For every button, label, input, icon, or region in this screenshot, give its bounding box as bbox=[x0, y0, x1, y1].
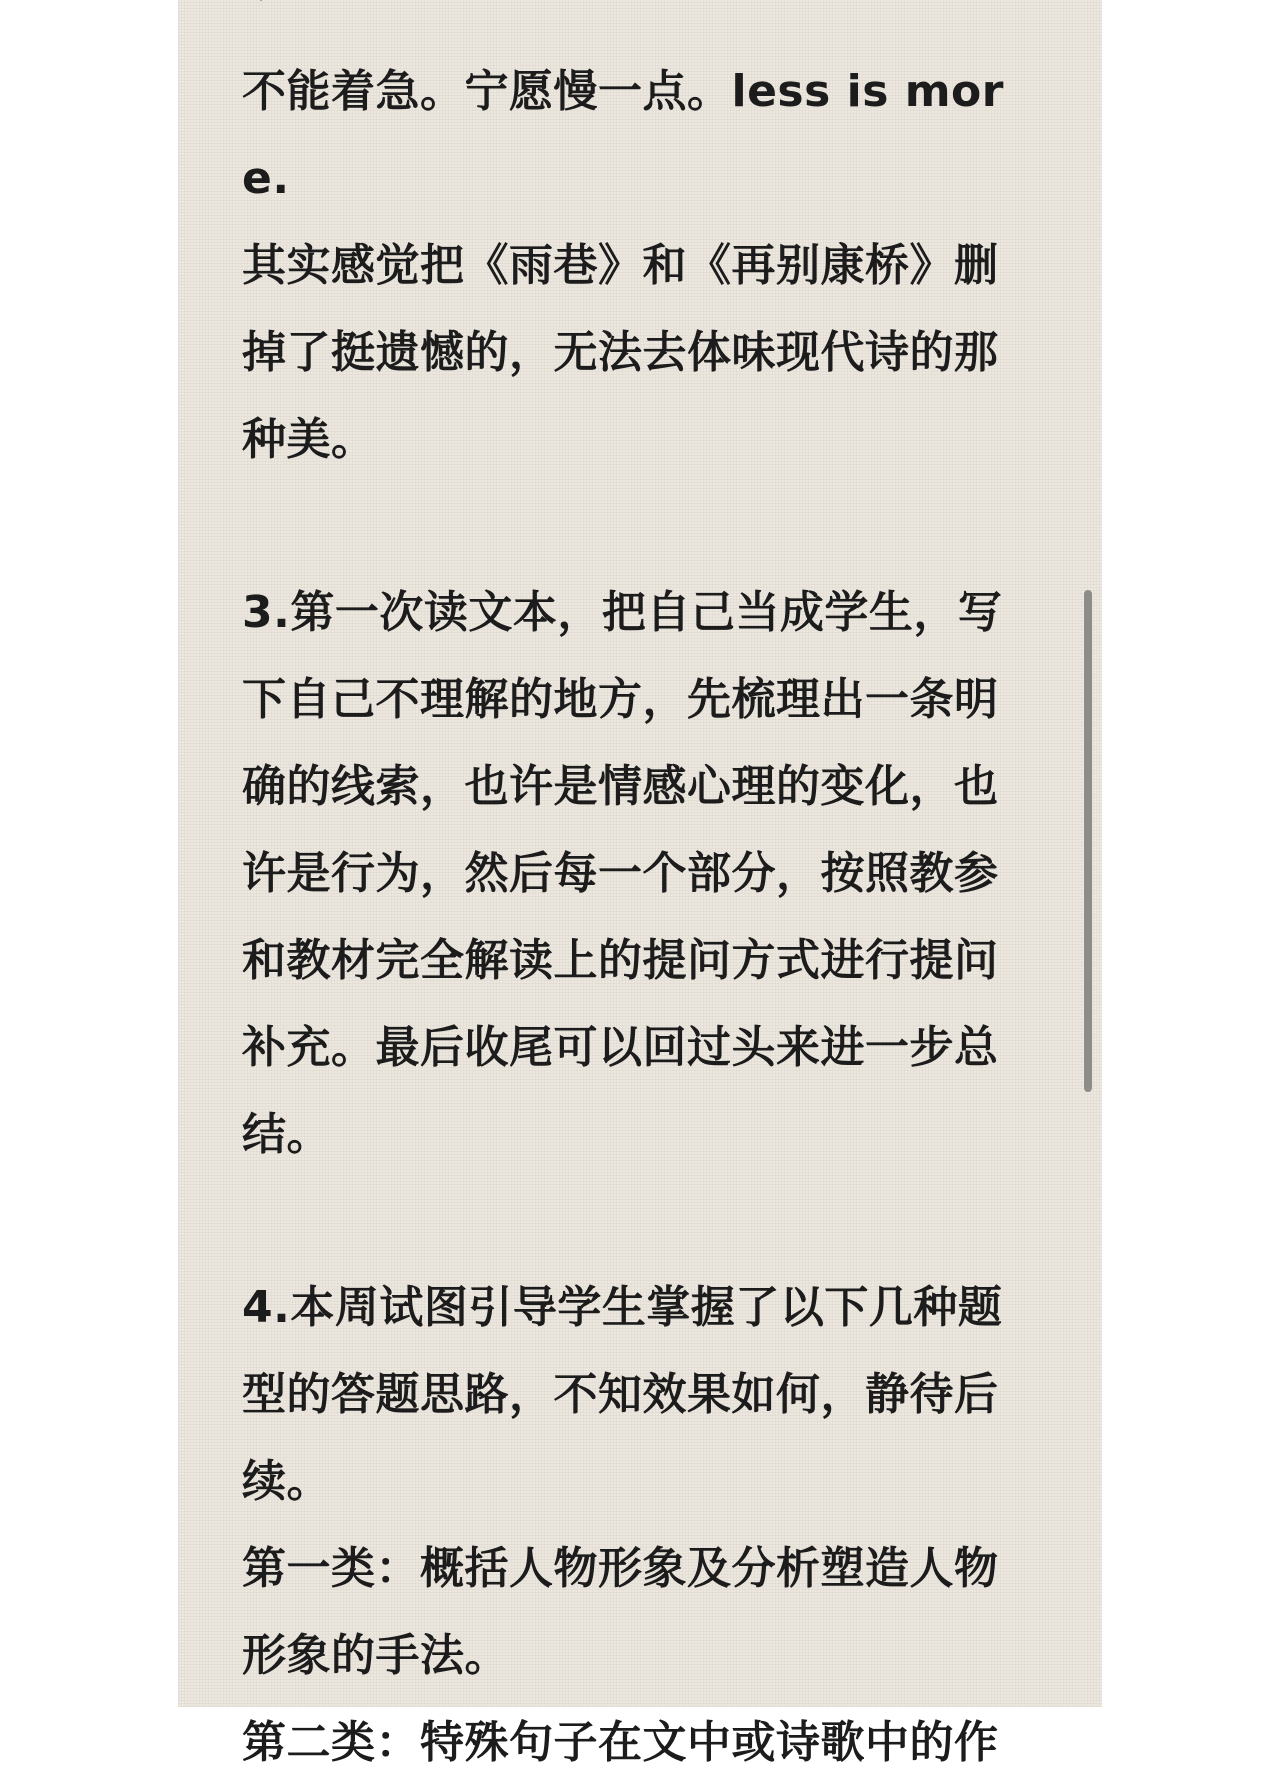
paragraph-point-4: 4.本周试图引导学生掌握了以下几种题型的答题思路，不知效果如何，静待后续。 第一类：概括人物形象及分析塑造人物形象的手法。 第二类：特殊句子在文中或诗歌中的作 bbox=[242, 1282, 1003, 1768]
vertical-scrollbar[interactable] bbox=[1084, 590, 1092, 1092]
paragraph-point-3: 3.第一次读文本，把自己当成学生，写下自己不理解的地方，先梳理出一条明确的线索，也许是情感心理的变化，也许是行为，然后每一个部分，按照教参和教材完全解读上的提问方式进行提问补充。最后收尾可以回过头来进一步总结。 bbox=[242, 587, 1003, 1160]
back-chevron-icon[interactable] bbox=[248, 0, 268, 2]
paragraph-gap bbox=[242, 1178, 1042, 1264]
paragraph-intro: 不能着急。宁愿慢一点。less is more. 其实感觉把《雨巷》和《再别康桥》删掉了挺遗憾的，无法去体味现代诗的那种美。 bbox=[242, 66, 1004, 465]
article-page bbox=[178, 0, 1102, 1768]
article-content bbox=[242, 48, 1042, 1786]
paragraph-gap bbox=[242, 483, 1042, 569]
